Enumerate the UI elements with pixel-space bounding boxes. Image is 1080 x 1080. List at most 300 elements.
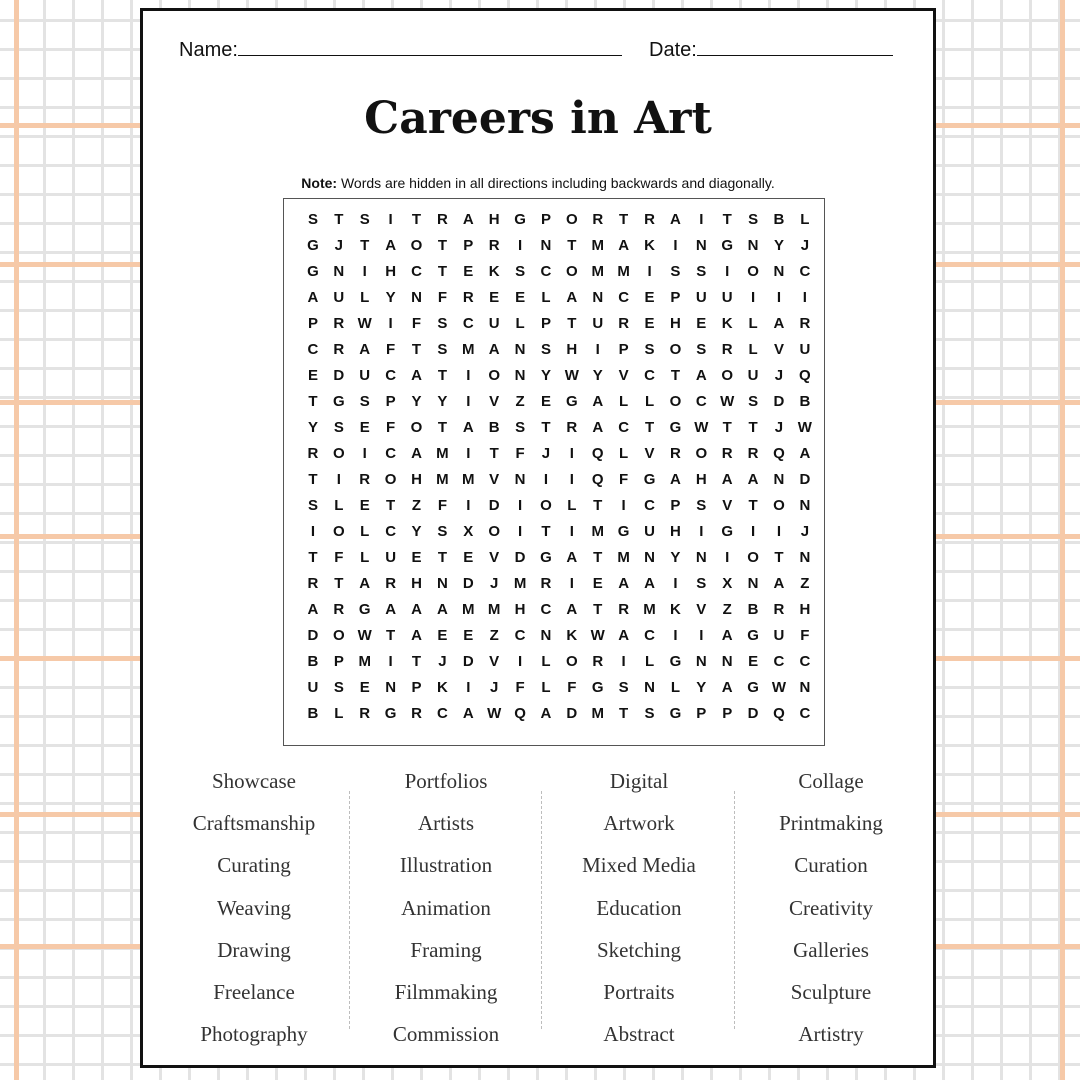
- grid-letter: O: [410, 419, 423, 436]
- grid-letter: H: [411, 575, 422, 592]
- grid-letter: N: [695, 549, 707, 566]
- grid-letter: P: [463, 237, 474, 254]
- grid-letter: R: [773, 601, 785, 618]
- grid-letter: E: [540, 393, 551, 410]
- grid-letter: R: [566, 419, 578, 436]
- grid-letter: P: [540, 315, 551, 332]
- word-list-item: Framing: [410, 937, 482, 962]
- grid-letter: A: [644, 575, 655, 592]
- grid-letter: D: [514, 549, 526, 566]
- grid-letter: F: [515, 679, 525, 696]
- grid-letter: I: [569, 523, 574, 540]
- grid-letter: M: [591, 263, 604, 280]
- grid-letter: N: [773, 471, 785, 488]
- grid-letter: D: [747, 705, 759, 722]
- grid-letter: U: [333, 289, 345, 306]
- grid-letter: S: [748, 211, 759, 228]
- grid-letter: S: [437, 523, 448, 540]
- grid-letter: X: [463, 523, 474, 540]
- grid-letter: L: [748, 315, 758, 332]
- grid-letter: P: [670, 497, 681, 514]
- note: [143, 175, 933, 191]
- grid-letter: C: [695, 393, 707, 410]
- grid-letter: M: [617, 549, 630, 566]
- grid-letter: I: [673, 627, 678, 644]
- word-list-item: Artwork: [603, 811, 675, 836]
- date-underline: [697, 39, 893, 56]
- word-column: [159, 769, 349, 1059]
- grid-letter: N: [799, 497, 811, 514]
- grid-letter: A: [411, 627, 422, 644]
- grid-letter: A: [695, 367, 707, 384]
- grid-letter: D: [488, 497, 500, 514]
- name-label: Name:: [179, 39, 238, 61]
- grid-letter: B: [773, 211, 785, 228]
- grid-letter: I: [336, 471, 341, 488]
- word-list-item: Freelance: [213, 980, 295, 1004]
- grid-letter: H: [488, 211, 500, 228]
- grid-letter: T: [593, 549, 603, 566]
- grid-letter: Y: [592, 367, 603, 384]
- grid-letter: U: [488, 315, 500, 332]
- grid-letter: C: [618, 289, 630, 306]
- grid-letter: T: [593, 601, 603, 618]
- grid-letter: O: [747, 549, 759, 566]
- grid-letter: M: [591, 237, 604, 254]
- grid-letter: Q: [591, 471, 604, 488]
- grid-letter: H: [695, 471, 707, 488]
- grid-letter: Z: [800, 575, 810, 592]
- grid-letter: H: [385, 263, 397, 280]
- grid-letter: S: [644, 341, 655, 358]
- grid-letter: R: [618, 315, 630, 332]
- grid-letter: O: [566, 653, 578, 670]
- grid-letter: T: [541, 419, 551, 436]
- grid-letter: O: [773, 497, 785, 514]
- grid-letter: I: [569, 445, 574, 462]
- grid-letter: R: [799, 315, 811, 332]
- grid-letter: T: [437, 549, 447, 566]
- grid-letter: J: [490, 679, 499, 696]
- grid-letter: T: [437, 237, 447, 254]
- grid-letter: C: [462, 315, 474, 332]
- grid-letter: S: [359, 211, 370, 228]
- word-list-item: Portraits: [603, 980, 675, 1004]
- grid-letter: T: [722, 419, 732, 436]
- grid-letter: S: [540, 341, 551, 358]
- grid-letter: O: [721, 367, 734, 384]
- grid-letter: A: [669, 471, 681, 488]
- grid-letter: G: [384, 705, 397, 722]
- grid-letter: I: [595, 341, 600, 358]
- grid-letter: T: [774, 549, 784, 566]
- grid-letter: H: [799, 601, 811, 618]
- grid-letter: T: [437, 263, 447, 280]
- grid-letter: U: [644, 523, 655, 540]
- grid-letter: T: [541, 523, 551, 540]
- grid-letter: R: [462, 289, 474, 306]
- grid-letter: U: [307, 679, 319, 696]
- grid-letter: A: [618, 237, 630, 254]
- word-list-item: Education: [596, 895, 682, 920]
- grid-letter: L: [748, 341, 758, 358]
- grid-letter: T: [722, 211, 732, 228]
- grid-letter: W: [357, 627, 372, 644]
- grid-letter: Y: [540, 367, 551, 384]
- grid-letter: F: [800, 627, 810, 644]
- grid-letter: T: [670, 367, 680, 384]
- word-list-item: Artistry: [798, 1022, 864, 1047]
- grid-letter: F: [567, 679, 577, 696]
- grid-letter: I: [543, 471, 549, 488]
- word-list-item: Weaving: [216, 895, 292, 920]
- date-field: [649, 39, 893, 62]
- grid-letter: A: [385, 237, 397, 254]
- grid-letter: E: [463, 549, 474, 566]
- grid-letter: I: [517, 653, 523, 670]
- grid-letter: Z: [722, 601, 732, 618]
- word-list-item: Curating: [217, 853, 291, 878]
- grid-letter: O: [747, 263, 759, 280]
- grid-letter: Q: [773, 445, 785, 462]
- grid-letter: W: [771, 679, 787, 696]
- grid-letter: H: [669, 315, 681, 332]
- grid-letter: I: [673, 575, 678, 592]
- grid-letter: C: [618, 419, 630, 436]
- word-list-item: Printmaking: [779, 811, 883, 836]
- grid-letter: V: [618, 367, 629, 384]
- grid-letter: D: [799, 471, 811, 488]
- grid-letter: P: [411, 679, 422, 696]
- grid-letter: C: [540, 263, 552, 280]
- grid-letter: T: [748, 497, 758, 514]
- grid-letter: Z: [489, 627, 499, 644]
- grid-letter: E: [463, 627, 474, 644]
- grid-letter: S: [696, 341, 707, 358]
- grid-letter: T: [748, 419, 758, 436]
- grid-letter: M: [462, 471, 475, 488]
- grid-letter: P: [307, 315, 318, 332]
- grid-letter: O: [410, 237, 423, 254]
- grid-letter: M: [591, 705, 604, 722]
- grid-letter: Q: [799, 367, 811, 384]
- grid-letter: C: [799, 705, 811, 722]
- grid-letter: Y: [307, 419, 318, 436]
- letter-grid: [300, 207, 818, 727]
- grid-letter: N: [540, 237, 552, 254]
- grid-letter: O: [566, 211, 578, 228]
- grid-letter: I: [388, 653, 393, 670]
- grid-letter: I: [569, 575, 574, 592]
- grid-letter: I: [466, 679, 471, 696]
- worksheet: [140, 8, 936, 1068]
- grid-letter: J: [334, 237, 343, 254]
- grid-letter: I: [699, 523, 704, 540]
- grid-letter: U: [799, 341, 811, 358]
- grid-letter: U: [359, 367, 371, 384]
- grid-letter: N: [644, 679, 655, 696]
- grid-letter: T: [437, 419, 447, 436]
- grid-letter: O: [384, 471, 397, 488]
- grid-letter: L: [619, 445, 629, 462]
- word-list-item: Creativity: [789, 895, 873, 920]
- grid-letter: L: [800, 211, 810, 228]
- grid-letter: I: [388, 211, 393, 228]
- grid-letter: R: [669, 445, 681, 462]
- grid-letter: A: [566, 601, 578, 618]
- note-text: Words are hidden in all directions including backwards and diagonally.: [340, 175, 775, 191]
- grid-letter: D: [462, 653, 474, 670]
- grid-letter: A: [618, 575, 630, 592]
- grid-letter: R: [307, 575, 319, 592]
- grid-letter: T: [411, 211, 422, 228]
- grid-letter: U: [773, 627, 785, 644]
- grid-letter: Y: [411, 523, 422, 540]
- grid-letter: I: [466, 393, 471, 410]
- grid-letter: K: [721, 315, 733, 332]
- grid-letter: C: [436, 705, 448, 722]
- grid-letter: C: [540, 601, 552, 618]
- grid-letter: K: [488, 263, 500, 280]
- grid-letter: I: [569, 471, 574, 488]
- grid-letter: T: [567, 315, 577, 332]
- grid-letter: Y: [411, 393, 422, 410]
- grid-letter: A: [618, 627, 630, 644]
- word-list-item: Photography: [200, 1022, 308, 1047]
- grid-letter: O: [669, 393, 682, 410]
- grid-letter: G: [591, 679, 604, 696]
- grid-letter: E: [359, 419, 370, 436]
- grid-letter: C: [385, 367, 397, 384]
- grid-letter: A: [721, 627, 733, 644]
- grid-letter: I: [310, 523, 316, 540]
- word-list-item: Artists: [417, 811, 474, 836]
- grid-letter: F: [619, 471, 629, 488]
- grid-letter: R: [307, 445, 319, 462]
- grid-letter: G: [307, 237, 319, 254]
- grid-letter: O: [488, 367, 501, 384]
- grid-letter: A: [566, 549, 578, 566]
- grid-letter: N: [773, 263, 785, 280]
- grid-letter: O: [540, 497, 552, 514]
- grid-letter: R: [592, 211, 604, 228]
- grid-letter: Z: [411, 497, 422, 514]
- column-divider: [541, 791, 542, 1029]
- grid-letter: D: [333, 367, 345, 384]
- word-list-item: Portfolios: [404, 769, 488, 793]
- grid-letter: T: [619, 211, 629, 228]
- grid-letter: Q: [773, 705, 785, 722]
- grid-letter: N: [540, 627, 552, 644]
- grid-letter: V: [644, 445, 655, 462]
- page-title: Careers in Art: [364, 93, 712, 144]
- word-column: [544, 769, 734, 1059]
- grid-letter: R: [721, 445, 733, 462]
- grid-letter: C: [385, 445, 397, 462]
- word-list-item: Animation: [401, 895, 491, 920]
- grid-letter: Z: [515, 393, 525, 410]
- grid-letter: G: [747, 679, 759, 696]
- grid-letter: C: [307, 341, 319, 358]
- grid-letter: J: [541, 445, 551, 462]
- grid-letter: S: [618, 679, 629, 696]
- grid-letter: S: [437, 341, 448, 358]
- grid-letter: R: [333, 341, 345, 358]
- grid-letter: L: [541, 289, 551, 306]
- grid-letter: W: [564, 367, 579, 384]
- word-list-item: Illustration: [399, 853, 493, 878]
- grid-letter: C: [644, 367, 655, 384]
- grid-letter: T: [489, 445, 499, 462]
- grid-letter: G: [333, 393, 345, 410]
- grid-letter: A: [799, 445, 811, 462]
- grid-letter: U: [747, 367, 759, 384]
- grid-letter: D: [773, 393, 785, 410]
- grid-letter: A: [721, 471, 733, 488]
- grid-letter: V: [489, 471, 500, 488]
- grid-letter: A: [592, 419, 604, 436]
- grid-letter: C: [773, 653, 785, 670]
- grid-letter: E: [307, 367, 318, 384]
- grid-letter: C: [644, 627, 655, 644]
- grid-letter: I: [466, 445, 471, 462]
- grid-letter: R: [359, 471, 371, 488]
- grid-letter: P: [385, 393, 396, 410]
- grid-letter: P: [333, 653, 344, 670]
- grid-letter: T: [334, 211, 344, 228]
- grid-letter: H: [566, 341, 578, 358]
- grid-letter: O: [488, 523, 501, 540]
- grid-letter: O: [669, 341, 682, 358]
- grid-letter: A: [462, 705, 474, 722]
- grid-letter: U: [592, 315, 604, 332]
- grid-letter: J: [774, 367, 784, 384]
- grid-letter: M: [436, 445, 449, 462]
- grid-letter: A: [488, 341, 500, 358]
- grid-letter: M: [436, 471, 449, 488]
- grid-letter: J: [800, 523, 810, 540]
- grid-letter: T: [619, 705, 629, 722]
- grid-letter: A: [566, 289, 578, 306]
- grid-letter: I: [751, 523, 756, 540]
- grid-letter: N: [721, 653, 733, 670]
- grid-letter: A: [669, 211, 681, 228]
- grid-letter: N: [514, 471, 526, 488]
- grid-letter: T: [360, 237, 370, 254]
- grid-letter: L: [670, 679, 680, 696]
- grid-letter: I: [699, 627, 704, 644]
- grid-letter: B: [307, 705, 319, 722]
- grid-letter: M: [643, 601, 656, 618]
- grid-letter: L: [360, 549, 370, 566]
- grid-letter: K: [644, 237, 655, 254]
- word-list-item: Commission: [392, 1022, 500, 1047]
- grid-letter: G: [747, 627, 759, 644]
- grid-letter: S: [515, 263, 526, 280]
- grid-letter: N: [644, 549, 655, 566]
- grid-letter: A: [411, 367, 422, 384]
- grid-letter: P: [722, 705, 733, 722]
- grid-letter: M: [462, 341, 475, 358]
- grid-letter: Q: [514, 705, 526, 722]
- grid-letter: G: [514, 211, 526, 228]
- grid-letter: O: [333, 523, 345, 540]
- grid-letter: M: [591, 523, 604, 540]
- grid-letter: T: [308, 549, 318, 566]
- note-label: Note:: [301, 175, 338, 191]
- grid-letter: O: [695, 445, 708, 462]
- grid-letter: S: [307, 497, 318, 514]
- grid-letter: U: [695, 289, 707, 306]
- grid-letter: S: [333, 419, 344, 436]
- grid-letter: F: [411, 315, 422, 332]
- grid-letter: F: [334, 549, 344, 566]
- grid-letter: T: [334, 575, 344, 592]
- grid-letter: U: [385, 549, 397, 566]
- grid-letter: B: [488, 419, 500, 436]
- grid-letter: Y: [773, 237, 784, 254]
- grid-letter: I: [776, 289, 782, 306]
- grid-letter: A: [592, 393, 604, 410]
- word-list-item: Collage: [798, 769, 864, 793]
- grid-letter: C: [799, 263, 811, 280]
- grid-letter: Q: [591, 445, 604, 462]
- grid-letter: E: [644, 289, 655, 306]
- grid-letter: A: [462, 211, 474, 228]
- word-list-item: Mixed Media: [582, 853, 696, 878]
- grid-letter: B: [747, 601, 759, 618]
- grid-letter: G: [669, 419, 682, 436]
- grid-letter: M: [617, 263, 630, 280]
- grid-letter: R: [436, 211, 448, 228]
- grid-letter: E: [515, 289, 526, 306]
- grid-letter: F: [437, 289, 447, 306]
- word-list-item: Craftsmanship: [192, 811, 316, 836]
- grid-letter: Y: [696, 679, 707, 696]
- grid-letter: A: [747, 471, 759, 488]
- word-list-item: Filmmaking: [394, 980, 498, 1004]
- grid-letter: M: [487, 601, 501, 618]
- grid-letter: J: [490, 575, 499, 592]
- grid-letter: V: [722, 497, 733, 514]
- grid-letter: I: [673, 237, 678, 254]
- grid-letter: I: [725, 549, 730, 566]
- grid-letter: N: [385, 679, 397, 696]
- grid-letter: L: [619, 393, 629, 410]
- grid-letter: A: [307, 289, 319, 306]
- grid-letter: C: [514, 627, 526, 644]
- grid-letter: G: [617, 523, 630, 540]
- grid-letter: K: [436, 679, 448, 696]
- grid-letter: R: [333, 601, 345, 618]
- grid-letter: N: [799, 679, 811, 696]
- grid-letter: I: [466, 497, 471, 514]
- grid-letter: A: [721, 679, 733, 696]
- grid-letter: C: [799, 653, 811, 670]
- grid-letter: I: [621, 653, 626, 670]
- word-column: [736, 769, 926, 1059]
- grid-letter: M: [513, 575, 527, 592]
- grid-letter: L: [644, 653, 655, 670]
- grid-letter: P: [696, 705, 707, 722]
- grid-letter: W: [694, 419, 709, 436]
- grid-letter: W: [720, 393, 735, 410]
- grid-letter: Y: [670, 549, 681, 566]
- grid-letter: E: [411, 549, 422, 566]
- grid-letter: I: [621, 497, 626, 514]
- grid-letter: G: [643, 471, 656, 488]
- word-list-item: Sketching: [597, 937, 681, 962]
